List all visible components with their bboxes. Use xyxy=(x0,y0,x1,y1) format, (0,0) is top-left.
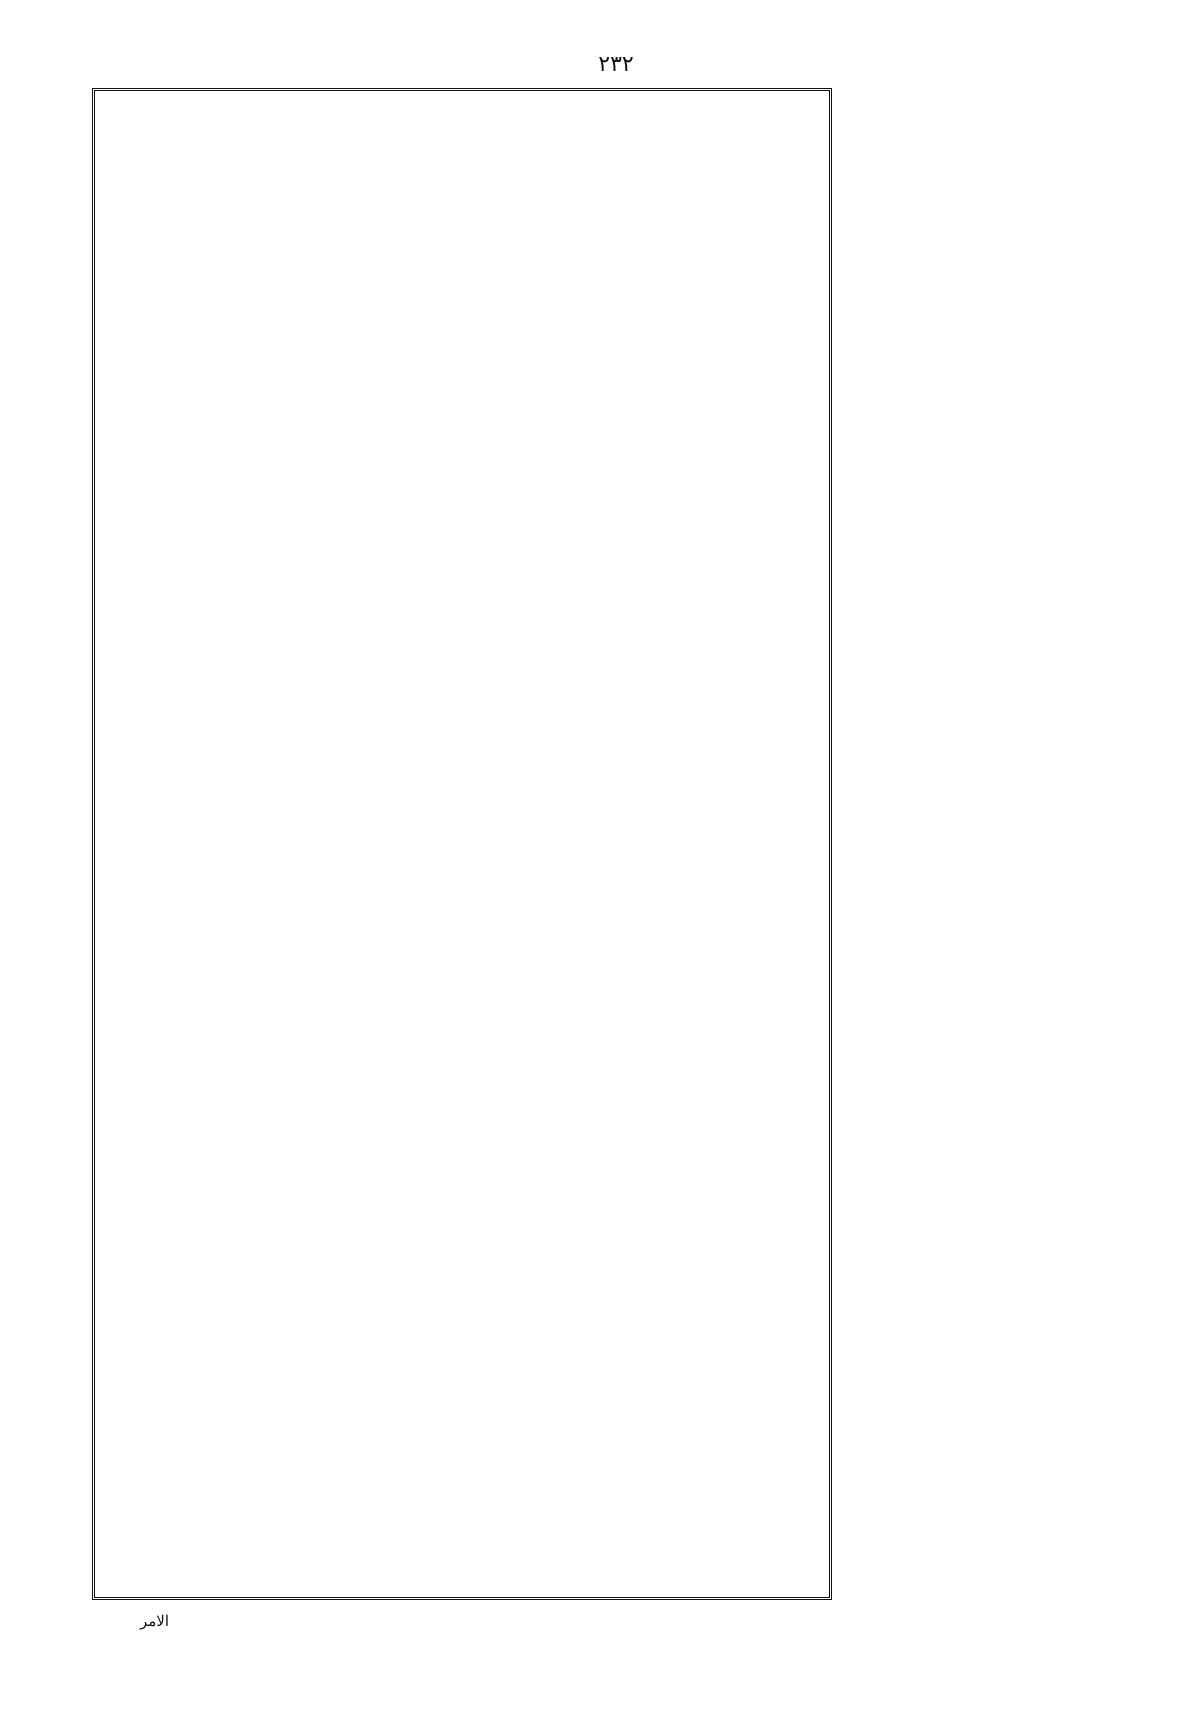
catchword: الامر xyxy=(140,1612,170,1630)
page-number: ٢٣٢ xyxy=(598,52,634,77)
margin-note xyxy=(852,300,1202,1023)
main-text-body xyxy=(111,105,813,1583)
main-text-frame xyxy=(92,88,832,1600)
